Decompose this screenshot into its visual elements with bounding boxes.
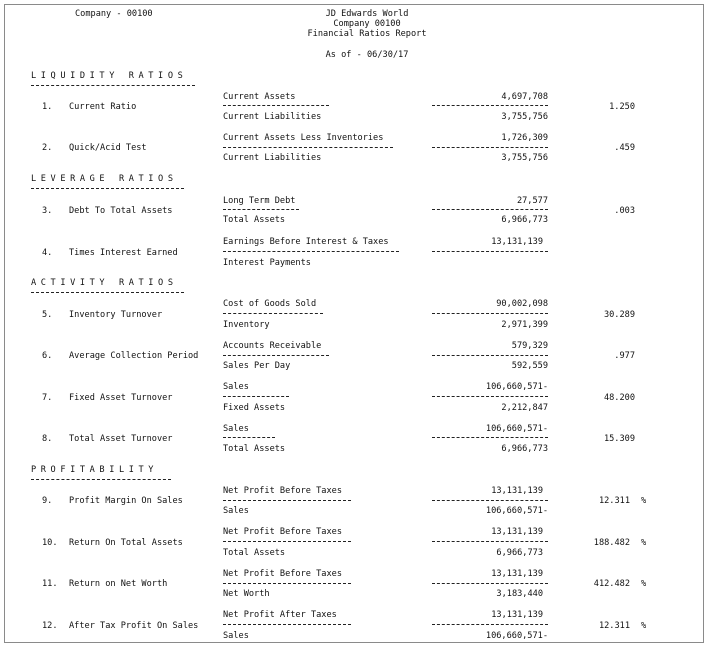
denominator-label: Current Liabilities (223, 153, 322, 163)
fraction-rule (223, 355, 329, 356)
value-rule (432, 541, 548, 542)
value-rule (432, 105, 548, 106)
numerator-label: Net Profit Before Taxes (223, 527, 342, 537)
percent-sign: % (641, 538, 647, 548)
ratio-name: Profit Margin On Sales (69, 496, 183, 506)
denominator-value: 2,971,399 (501, 320, 548, 330)
numerator-label: Long Term Debt (223, 196, 296, 206)
value-rule (432, 624, 548, 625)
numerator-label: Net Profit After Taxes (223, 610, 337, 620)
value-rule (432, 313, 548, 314)
percent-sign: % (641, 621, 647, 631)
section-title-leverage: LEVERAGE RATIOS (31, 174, 178, 184)
value-rule (432, 583, 548, 584)
ratio-number: 8. (42, 434, 53, 444)
ratio-number: 12. (42, 621, 58, 631)
ratio-name: Current Ratio (69, 102, 137, 112)
ratio-number: 4. (42, 248, 53, 258)
ratio-name: Total Asset Turnover (69, 434, 173, 444)
ratio-result: .977 (614, 351, 635, 361)
ratio-number: 11. (42, 579, 58, 589)
denominator-value: 6,966,773 (501, 444, 548, 454)
ratio-result: 12.311 (598, 496, 630, 506)
numerator-label: Sales (223, 382, 249, 392)
numerator-label: Accounts Receivable (223, 341, 322, 351)
fraction-rule (223, 541, 351, 542)
denominator-value: 592,559 (511, 361, 548, 371)
ratio-number: 3. (42, 206, 53, 216)
value-rule (432, 209, 548, 210)
numerator-label: Current Assets Less Inventories (223, 133, 384, 143)
numerator-value: 13,131,139 (491, 237, 543, 247)
fraction-rule (223, 209, 299, 210)
numerator-label: Current Assets (223, 92, 296, 102)
percent-sign: % (641, 579, 647, 589)
denominator-value: 2,212,847 (501, 403, 548, 413)
numerator-value: 579,329 (511, 341, 548, 351)
as-of-date: As of - 06/30/17 (325, 50, 409, 60)
ratio-number: 9. (42, 496, 53, 506)
denominator-label: Fixed Assets (223, 403, 286, 413)
fraction-rule (223, 437, 275, 438)
ratio-number: 1. (42, 102, 53, 112)
ratio-result: 412.482 (593, 579, 630, 589)
ratio-name: Debt To Total Assets (69, 206, 173, 216)
company-title: Company 00100 (333, 19, 401, 29)
ratio-name: Return on Net Worth (69, 579, 168, 589)
denominator-label: Current Liabilities (223, 112, 322, 122)
fraction-rule (223, 313, 323, 314)
value-rule (432, 396, 548, 397)
denominator-value: 106,660,571- (485, 631, 548, 641)
numerator-value: 106,660,571- (485, 424, 548, 434)
numerator-value: 13,131,139 (491, 486, 543, 496)
ratio-number: 6. (42, 351, 53, 361)
denominator-value: 3,755,756 (501, 153, 548, 163)
ratio-name: Quick/Acid Test (69, 143, 147, 153)
denominator-label: Inventory (223, 320, 270, 330)
ratio-name: After Tax Profit On Sales (69, 621, 199, 631)
value-rule (432, 437, 548, 438)
ratio-number: 7. (42, 393, 53, 403)
denominator-label: Net Worth (223, 589, 270, 599)
numerator-value: 13,131,139 (491, 610, 543, 620)
fraction-rule (223, 500, 351, 501)
numerator-label: Net Profit Before Taxes (223, 569, 342, 579)
denominator-value: 3,755,756 (501, 112, 548, 122)
ratio-result: 1.250 (609, 102, 635, 112)
numerator-label: Sales (223, 424, 249, 434)
ratio-result: 30.289 (603, 310, 635, 320)
numerator-value: 1,726,309 (501, 133, 548, 143)
report-page (4, 4, 704, 643)
section-rule (31, 85, 195, 86)
ratio-name: Times Interest Earned (69, 248, 178, 258)
numerator-value: 90,002,098 (496, 299, 548, 309)
denominator-value: 3,183,440 (496, 589, 543, 599)
value-rule (432, 147, 548, 148)
ratio-name: Inventory Turnover (69, 310, 163, 320)
denominator-label: Total Assets (223, 215, 286, 225)
fraction-rule (223, 251, 399, 252)
ratio-name: Fixed Asset Turnover (69, 393, 173, 403)
denominator-label: Sales (223, 631, 249, 641)
numerator-label: Net Profit Before Taxes (223, 486, 342, 496)
numerator-value: 13,131,139 (491, 527, 543, 537)
ratio-result: .459 (614, 143, 635, 153)
ratio-result: .003 (614, 206, 635, 216)
denominator-value: 6,966,773 (501, 215, 548, 225)
value-rule (432, 251, 548, 252)
fraction-rule (223, 105, 329, 106)
ratio-result: 188.482 (593, 538, 630, 548)
denominator-value: 6,966,773 (496, 548, 543, 558)
section-title-activity: ACTIVITY RATIOS (31, 278, 178, 288)
fraction-rule (223, 147, 393, 148)
numerator-value: 106,660,571- (485, 382, 548, 392)
numerator-label: Cost of Goods Sold (223, 299, 317, 309)
ratio-result: 12.311 (598, 621, 630, 631)
value-rule (432, 500, 548, 501)
ratio-name: Average Collection Period (69, 351, 199, 361)
numerator-label: Earnings Before Interest & Taxes (223, 237, 389, 247)
ratio-number: 2. (42, 143, 53, 153)
percent-sign: % (641, 496, 647, 506)
denominator-label: Total Assets (223, 444, 286, 454)
ratio-number: 10. (42, 538, 58, 548)
section-title-profitability: PROFITABILITY (31, 465, 159, 475)
company-label: Company - 00100 (75, 9, 153, 19)
numerator-value: 13,131,139 (491, 569, 543, 579)
section-rule (31, 292, 184, 293)
denominator-label: Total Assets (223, 548, 286, 558)
numerator-value: 27,577 (516, 196, 548, 206)
ratio-number: 5. (42, 310, 53, 320)
ratio-result: 15.309 (603, 434, 635, 444)
section-rule (31, 479, 171, 480)
report-title: Financial Ratios Report (307, 29, 427, 39)
ratio-result: 48.200 (603, 393, 635, 403)
fraction-rule (223, 624, 351, 625)
denominator-value: 106,660,571- (485, 506, 548, 516)
denominator-label: Sales Per Day (223, 361, 291, 371)
numerator-value: 4,697,708 (501, 92, 548, 102)
system-title: JD Edwards World (325, 9, 409, 19)
fraction-rule (223, 583, 351, 584)
fraction-rule (223, 396, 289, 397)
section-rule (31, 188, 184, 189)
value-rule (432, 355, 548, 356)
section-title-liquidity: LIQUIDITY RATIOS (31, 71, 188, 81)
denominator-label: Interest Payments (223, 258, 311, 268)
denominator-label: Sales (223, 506, 249, 516)
ratio-name: Return On Total Assets (69, 538, 183, 548)
